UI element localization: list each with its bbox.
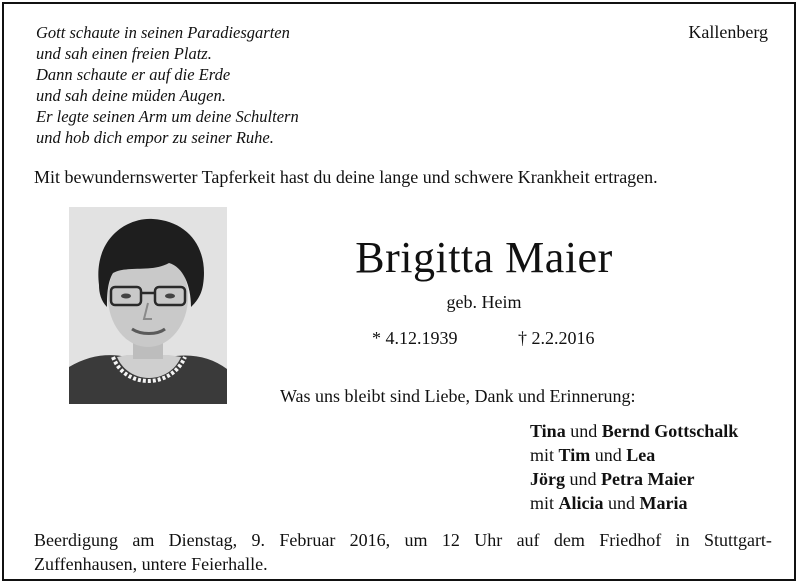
mourner-line bbox=[530, 491, 738, 515]
deceased-name: Brigitta Maier bbox=[355, 233, 613, 282]
funeral-word: Februar bbox=[279, 530, 336, 550]
funeral-word: 2016, bbox=[349, 530, 391, 550]
mourner-name: Jörg bbox=[530, 469, 565, 489]
mourner-name: Tina bbox=[530, 421, 566, 441]
poem-line: Gott schaute in seinen Paradiesgarten bbox=[36, 23, 290, 42]
conjunction: und bbox=[570, 421, 598, 441]
funeral-line-1 bbox=[34, 528, 772, 552]
location: Kallenberg bbox=[688, 22, 768, 42]
portrait-image bbox=[69, 207, 227, 404]
mourner-name: Maria bbox=[639, 493, 688, 513]
poem-line: und sah einen freien Platz. bbox=[36, 44, 212, 63]
mourner-name: Bernd Gottschalk bbox=[601, 421, 739, 441]
conjunction: mit bbox=[530, 445, 555, 465]
mourner-name: Tim bbox=[558, 445, 591, 465]
poem-line: und hob dich empor zu seiner Ruhe. bbox=[36, 128, 274, 147]
funeral-word: Friedhof bbox=[599, 530, 662, 550]
birth-date: * 4.12.1939 bbox=[372, 328, 458, 348]
mourner-line bbox=[530, 419, 738, 443]
portrait-photo bbox=[69, 207, 227, 404]
funeral-word: am bbox=[132, 530, 155, 550]
mourner-name: Lea bbox=[626, 445, 656, 465]
birth-name: geb. Heim bbox=[446, 292, 522, 312]
funeral-word: auf bbox=[516, 530, 540, 550]
conjunction: mit bbox=[530, 493, 555, 513]
mourner-line bbox=[530, 467, 738, 491]
conjunction: und bbox=[594, 445, 622, 465]
funeral-word: 9. bbox=[251, 530, 265, 550]
mourners-list bbox=[530, 419, 738, 515]
funeral-word: um bbox=[404, 530, 428, 550]
funeral-line-2: Zuffenhausen, untere Feierhalle. bbox=[34, 554, 268, 574]
mourner-name: Petra Maier bbox=[601, 469, 695, 489]
tribute-text: Mit bewundernswerter Tapferkeit hast du deine lange und schwere Krankheit ertragen. bbox=[34, 167, 658, 187]
funeral-word: Uhr bbox=[474, 530, 503, 550]
death-date: † 2.2.2016 bbox=[518, 328, 595, 348]
mourner-line bbox=[530, 443, 738, 467]
funeral-details bbox=[34, 528, 772, 576]
mourner-name: Alicia bbox=[558, 493, 604, 513]
poem-line: Dann schaute er auf die Erde bbox=[36, 65, 231, 84]
funeral-word: dem bbox=[553, 530, 585, 550]
obituary-notice bbox=[2, 2, 796, 581]
funeral-word: in bbox=[675, 530, 690, 550]
conjunction: und bbox=[569, 469, 597, 489]
poem-line: und sah deine müden Augen. bbox=[36, 86, 226, 105]
conjunction: und bbox=[608, 493, 636, 513]
funeral-word: Beerdigung bbox=[34, 530, 118, 550]
funeral-word: Stuttgart- bbox=[703, 530, 772, 550]
funeral-word: 12 bbox=[441, 530, 460, 550]
poem-line: Er legte seinen Arm um deine Schultern bbox=[36, 107, 299, 126]
funeral-word: Dienstag, bbox=[168, 530, 238, 550]
motto: Was uns bleibt sind Liebe, Dank und Erinnerung: bbox=[280, 386, 636, 406]
poem bbox=[36, 22, 436, 148]
